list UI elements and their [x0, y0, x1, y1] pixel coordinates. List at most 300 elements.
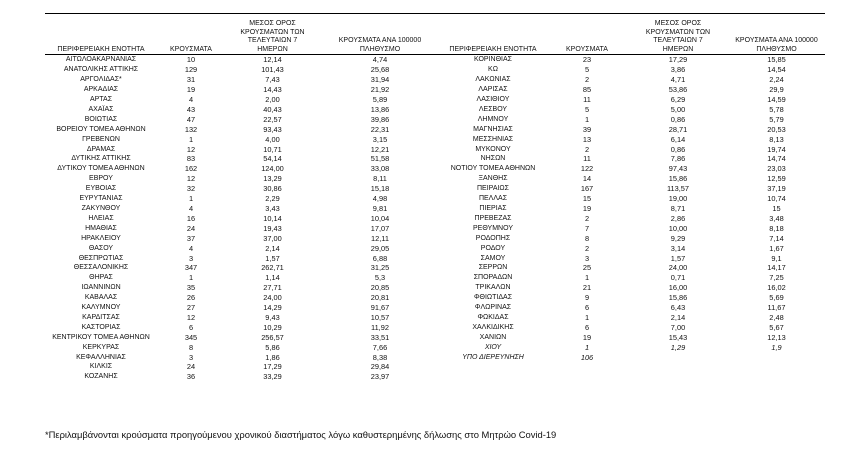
cell-per100k: 4,98	[372, 194, 388, 204]
header-region: ΠΕΡΙΦΕΡΕΙΑΚΗ ΕΝΟΤΗΤΑ	[440, 20, 546, 55]
cell-region: ΣΠΟΡΑΔΩΝ	[473, 274, 513, 282]
cell-region: ΑΙΤΩΛΟΑΚΑΡΝΑΝΙΑΣ	[65, 56, 137, 64]
cell-avg7: 113,57	[666, 184, 690, 194]
cell-avg7: 7,43	[265, 75, 280, 85]
cell-avg7: 1,57	[670, 253, 686, 263]
cell-avg7: 27,71	[263, 283, 282, 293]
cell-avg7: 15,43	[668, 332, 688, 342]
table-row	[45, 55, 440, 65]
cell-avg7	[628, 353, 728, 363]
cell-cases: 1	[188, 134, 194, 144]
cell-per100k: 29,9	[769, 85, 784, 95]
table-body-right	[440, 55, 825, 363]
cell-region: ΛΕΣΒΟΥ	[478, 105, 508, 113]
table-row	[45, 95, 440, 105]
cell-per100k	[728, 353, 825, 363]
cell-cases: 39	[582, 124, 592, 134]
cell-avg7: 30,86	[263, 184, 282, 194]
cell-cases: 1	[188, 194, 194, 204]
cell-avg7: 9,43	[265, 312, 280, 322]
cell-avg7: 14,43	[263, 85, 282, 95]
cell-per100k: 12,13	[767, 332, 786, 342]
cell-per100k: 5,89	[372, 95, 388, 104]
cell-cases: 19	[186, 85, 196, 95]
cell-cases: 1	[188, 273, 194, 283]
cell-region: ΗΛΕΙΑΣ	[88, 214, 114, 222]
cell-cases: 122	[580, 164, 594, 174]
cell-avg7: 24,00	[668, 263, 688, 273]
cell-avg7: 40,43	[263, 104, 282, 114]
cell-per100k: 15,18	[370, 184, 390, 194]
cell-region: ΚΟΖΑΝΗΣ	[84, 373, 118, 381]
cell-avg7: 3,43	[265, 203, 280, 213]
cell-cases: 2	[584, 243, 590, 253]
cell-region: ΔΥΤΙΚΗΣ ΑΤΤΙΚΗΣ	[71, 155, 131, 163]
table-row	[45, 333, 440, 343]
cell-cases: 21	[582, 283, 592, 293]
table-row	[440, 293, 825, 303]
cell-cases: 6	[584, 322, 590, 332]
cell-region: ΔΥΤΙΚΟΥ ΤΟΜΕΑ ΑΘΗΝΩΝ	[57, 165, 145, 173]
cell-cases: 1	[584, 273, 590, 283]
cell-region: ΛΑΡΙΣΑΣ	[478, 86, 508, 94]
cell-region: ΓΡΕΒΕΝΩΝ	[82, 135, 120, 143]
cell-per100k: 29,84	[370, 362, 390, 372]
cell-per100k: 33,08	[370, 164, 390, 174]
cell-region: ΧΑΝΙΩΝ	[479, 333, 507, 341]
cell-avg7: 4,71	[670, 75, 686, 85]
table-row	[45, 85, 440, 95]
cell-avg7: 8,71	[670, 203, 686, 213]
cell-region: ΕΒΡΟΥ	[89, 175, 113, 183]
header-cases: ΚΡΟΥΣΜΑΤΑ	[157, 20, 225, 55]
cell-region: ΡΕΘΥΜΝΟΥ	[472, 224, 513, 232]
cell-region: ΖΑΚΥΝΘΟΥ	[81, 204, 121, 212]
table-row	[45, 184, 440, 194]
cell-cases: 16	[186, 213, 196, 223]
cell-cases: 14	[582, 174, 592, 184]
header-per100k	[320, 20, 440, 55]
table-row	[440, 115, 825, 125]
cell-region: ΚΑΡΔΙΤΣΑΣ	[82, 313, 120, 321]
cell-region: ΑΡΓΟΛΙΔΑΣ*	[80, 76, 122, 84]
cell-cases: 85	[582, 85, 592, 95]
cell-per100k: 21,92	[370, 85, 390, 95]
cell-per100k: 37,19	[767, 184, 786, 194]
cell-per100k: 39,86	[370, 114, 390, 124]
cell-region: ΔΡΑΜΑΣ	[86, 145, 116, 153]
cell-region: ΗΡΑΚΛΕΙΟΥ	[81, 234, 121, 242]
cell-per100k: 12,11	[371, 233, 389, 243]
cell-avg7: 54,14	[263, 154, 282, 164]
cell-per100k: 22,31	[370, 124, 390, 134]
table-row	[45, 234, 440, 244]
cell-per100k: 7,25	[769, 273, 784, 283]
table-row	[45, 174, 440, 184]
cell-cases: 19	[582, 332, 592, 342]
cell-per100k: 10,04	[370, 213, 390, 223]
cell-per100k: 9,81	[372, 203, 388, 213]
footnote: *Περιλαμβάνονται κρούσματα προηγούμενου χρονικού διαστήματος λόγω καθυστερημένης δήλωσης στο Μητρώο Covid-19	[45, 429, 557, 440]
cell-region: ΑΧΑΪΑΣ	[88, 105, 114, 113]
cell-avg7: 22,57	[263, 114, 282, 124]
cell-cases: 167	[580, 184, 594, 194]
cases-table-left	[45, 20, 440, 382]
cell-avg7: 1,29	[670, 342, 686, 352]
cell-region: ΚΙΛΚΙΣ	[89, 363, 113, 371]
table-row	[440, 353, 825, 363]
cell-avg7: 24,00	[263, 293, 282, 303]
cell-per100k: 51,58	[370, 154, 390, 164]
cell-cases: 2	[584, 75, 590, 85]
table-row	[45, 75, 440, 85]
cell-avg7: 10,29	[263, 322, 282, 332]
cell-cases: 12	[186, 312, 196, 322]
cell-cases: 1	[584, 114, 590, 124]
cell-per100k: 1,9	[771, 342, 782, 352]
table-row	[440, 85, 825, 95]
cell-region: ΛΗΜΝΟΥ	[477, 115, 509, 123]
table-row	[45, 115, 440, 125]
cell-cases: 35	[186, 283, 196, 293]
cell-region: ΞΑΝΘΗΣ	[478, 175, 508, 183]
cell-avg7: 6,29	[670, 95, 686, 104]
cell-avg7: 53,86	[668, 85, 688, 95]
cell-avg7: 97,43	[668, 164, 688, 174]
cell-cases: 106	[580, 352, 594, 362]
cell-per100k: 5,79	[769, 114, 784, 124]
cell-region: ΘΕΣΠΡΩΤΙΑΣ	[78, 254, 124, 262]
header-per100k	[728, 20, 825, 55]
cell-avg7: 262,71	[261, 263, 284, 273]
cell-per100k: 14,74	[767, 154, 786, 164]
cell-cases: 8	[584, 233, 590, 243]
cell-per100k: 8,38	[372, 352, 388, 362]
table-row	[440, 75, 825, 85]
cell-cases: 25	[582, 263, 592, 273]
cell-cases: 9	[584, 293, 590, 303]
header-avg7-label: ΜΕΣΟΣ ΟΡΟΣ ΚΡΟΥΣΜΑΤΩΝ ΤΩΝ ΤΕΛΕΥΤΑΙΩΝ 7 ΗΜΕΡΩΝ	[645, 20, 711, 53]
cell-avg7: 1,57	[265, 253, 280, 263]
table-row	[45, 323, 440, 333]
cell-region: ΧΑΛΚΙΔΙΚΗΣ	[472, 323, 514, 331]
cell-cases: 4	[188, 203, 194, 213]
cell-region: ΒΟΙΩΤΙΑΣ	[84, 115, 118, 123]
cell-region: ΑΝΑΤΟΛΙΚΗΣ ΑΤΤΙΚΗΣ	[63, 66, 139, 74]
cell-avg7: 1,14	[265, 273, 280, 283]
cell-per100k: 8,13	[769, 134, 784, 144]
cell-avg7: 9,29	[670, 233, 686, 243]
cell-region: ΚΕΝΤΡΙΚΟΥ ΤΟΜΕΑ ΑΘΗΝΩΝ	[52, 333, 150, 341]
cases-table-right	[440, 20, 825, 362]
cell-per100k: 20,85	[370, 283, 390, 293]
table-row	[440, 263, 825, 273]
cell-per100k: 5,3	[374, 273, 386, 283]
cell-region: ΑΡΤΑΣ	[89, 96, 113, 103]
cell-region: ΗΜΑΘΙΑΣ	[85, 224, 117, 232]
table-row	[440, 333, 825, 343]
cell-region: ΘΕΣΣΑΛΟΝΙΚΗΣ	[73, 264, 129, 272]
cell-per100k: 23,03	[767, 164, 786, 174]
cell-cases: 11	[583, 95, 591, 104]
table-row	[45, 135, 440, 145]
cell-cases: 7	[584, 223, 590, 233]
cell-per100k: 5,67	[769, 322, 784, 332]
cell-per100k: 11,92	[371, 322, 389, 332]
cell-region: ΜΕΣΣΗΝΙΑΣ	[472, 135, 514, 143]
cell-cases: 19	[582, 203, 592, 213]
cell-region: ΝΗΣΩΝ	[480, 155, 506, 163]
cell-cases: 23	[582, 55, 592, 65]
cell-avg7: 37,00	[263, 233, 282, 243]
cell-avg7: 2,00	[265, 95, 280, 104]
cell-region: ΚΟΡΙΝΘΙΑΣ	[474, 56, 512, 64]
cell-avg7: 2,86	[670, 213, 686, 223]
table-row	[440, 313, 825, 323]
cell-per100k: 8,18	[769, 223, 784, 233]
cell-per100k: 10,74	[767, 194, 786, 204]
cell-per100k: 19,74	[767, 144, 786, 154]
table-body-left	[45, 55, 440, 382]
cell-avg7: 10,14	[263, 213, 282, 223]
table-row	[45, 214, 440, 224]
cell-region: ΕΥΒΟΙΑΣ	[85, 185, 117, 193]
cell-region: ΜΑΓΝΗΣΙΑΣ	[473, 125, 513, 133]
cell-region: ΘΗΡΑΣ	[89, 274, 113, 282]
table-header-row	[440, 20, 825, 55]
table-row	[45, 293, 440, 303]
cell-avg7: 6,14	[670, 134, 686, 144]
cell-per100k: 6,88	[372, 253, 388, 263]
cell-per100k: 9,1	[771, 253, 782, 263]
cell-per100k: 10,57	[370, 312, 390, 322]
header-avg7-label: ΜΕΣΟΣ ΟΡΟΣ ΚΡΟΥΣΜΑΤΩΝ ΤΩΝ ΤΕΛΕΥΤΑΙΩΝ 7 ΗΜΕΡΩΝ	[240, 20, 305, 53]
table-row	[45, 204, 440, 214]
header-per100k-label: ΚΡΟΥΣΜΑΤΑ ΑΝΑ 100000 ΠΛΗΘΥΣΜΟ	[338, 37, 422, 53]
table-row	[45, 145, 440, 155]
cell-avg7: 10,71	[263, 144, 282, 154]
cell-cases: 43	[186, 104, 196, 114]
table-row	[45, 105, 440, 115]
cell-avg7: 2,29	[265, 194, 280, 204]
cell-avg7: 3,86	[670, 65, 686, 75]
table-row	[45, 313, 440, 323]
cell-cases: 345	[184, 332, 198, 342]
cell-region: ΑΡΚΑΔΙΑΣ	[83, 86, 119, 94]
cell-region: ΦΩΚΙΔΑΣ	[477, 313, 509, 321]
cell-per100k: 7,14	[769, 233, 784, 243]
cell-avg7: 124,00	[261, 164, 284, 174]
cell-region: ΛΑΣΙΘΙΟΥ	[476, 96, 510, 103]
cell-cases: 2	[584, 144, 590, 154]
table-row	[440, 214, 825, 224]
cell-cases: 37	[186, 233, 196, 243]
cell-avg7: 7,00	[670, 322, 686, 332]
cell-cases: 15	[582, 194, 592, 204]
table-row	[440, 224, 825, 234]
cell-per100k: 23,97	[370, 372, 390, 382]
cell-cases: 8	[188, 342, 194, 352]
table-row	[45, 273, 440, 283]
table-row	[440, 164, 825, 174]
cell-per100k: 16,02	[767, 283, 786, 293]
cell-per100k: 33,51	[370, 332, 390, 342]
cell-cases: 5	[584, 104, 590, 114]
table-row	[45, 362, 440, 372]
cell-cases: 5	[584, 65, 590, 75]
cell-per100k: 15	[772, 203, 781, 213]
header-avg7	[628, 20, 728, 55]
table-row	[440, 303, 825, 313]
table-row	[440, 95, 825, 105]
cell-per100k: 5,78	[769, 104, 784, 114]
cell-region: ΙΩΑΝΝΙΝΩΝ	[81, 284, 121, 292]
cell-cases: 27	[186, 303, 196, 313]
cell-per100k: 4,74	[372, 55, 388, 65]
cell-region: ΣΑΜΟΥ	[480, 254, 506, 262]
table-row	[440, 343, 825, 353]
cell-per100k: 14,59	[767, 95, 786, 104]
cell-per100k: 2,24	[769, 75, 784, 85]
table-header-row	[45, 20, 440, 55]
cell-per100k: 29,05	[370, 243, 390, 253]
cell-cases: 2	[584, 213, 590, 223]
table-row	[440, 145, 825, 155]
table-row	[45, 303, 440, 313]
table-row	[45, 194, 440, 204]
cell-region: ΒΟΡΕΙΟΥ ΤΟΜΕΑ ΑΘΗΝΩΝ	[56, 125, 146, 133]
cell-avg7: 3,14	[670, 243, 686, 253]
cell-region: ΤΡΙΚΑΛΩΝ	[475, 284, 511, 292]
cell-avg7: 17,29	[263, 362, 282, 372]
cell-region: ΥΠΟ ΔΙΕΡΕΥΝΗΣΗ	[462, 353, 524, 361]
header-avg7	[225, 20, 320, 55]
cell-cases: 83	[186, 154, 196, 164]
table-row	[45, 154, 440, 164]
cell-per100k: 14,17	[767, 263, 786, 273]
cell-region: ΚΕΦΑΛΛΗΝΙΑΣ	[76, 353, 126, 361]
cell-avg7: 0,71	[670, 273, 686, 283]
cell-per100k: 25,68	[370, 65, 390, 75]
cell-region: ΚΑΒΑΛΑΣ	[84, 294, 118, 302]
cell-avg7: 93,43	[263, 124, 282, 134]
cell-cases: 4	[188, 243, 194, 253]
table-row	[440, 194, 825, 204]
header-per100k-label: ΚΡΟΥΣΜΑΤΑ ΑΝΑ 100000 ΠΛΗΘΥΣΜΟ	[735, 37, 818, 53]
cell-per100k: 91,67	[370, 303, 390, 313]
cell-cases: 24	[186, 362, 196, 372]
table-row	[45, 343, 440, 353]
cell-region: ΦΘΙΩΤΙΔΑΣ	[473, 294, 513, 302]
cell-cases: 32	[186, 184, 196, 194]
table-row	[45, 372, 440, 382]
cell-cases: 3	[584, 253, 590, 263]
cell-cases: 12	[186, 144, 196, 154]
table-row	[440, 283, 825, 293]
cell-avg7: 101,43	[261, 65, 284, 75]
cell-cases: 3	[188, 352, 194, 362]
cell-region: ΝΟΤΙΟΥ ΤΟΜΕΑ ΑΘΗΝΩΝ	[450, 165, 536, 173]
cell-cases: 347	[184, 263, 198, 273]
cell-region: ΡΟΔΟΥ	[480, 244, 506, 252]
cell-avg7: 0,86	[670, 114, 686, 124]
table-row	[440, 65, 825, 75]
cell-avg7: 2,14	[670, 312, 686, 322]
cell-cases: 4	[188, 95, 194, 104]
cell-region: ΦΛΩΡΙΝΑΣ	[474, 304, 512, 312]
table-row	[45, 164, 440, 174]
cell-avg7: 19,43	[263, 223, 282, 233]
cell-region: ΜΥΚΟΝΟΥ	[475, 145, 511, 153]
cell-region: ΚΕΡΚΥΡΑΣ	[82, 343, 120, 351]
table-row	[440, 184, 825, 194]
cell-region: ΧΙΟΥ	[484, 343, 502, 351]
cell-per100k: 17,07	[370, 223, 390, 233]
cell-cases: 11	[583, 154, 591, 164]
cell-avg7: 28,71	[668, 124, 688, 134]
cell-avg7: 5,00	[670, 104, 686, 114]
cell-avg7: 2,14	[265, 243, 280, 253]
cell-avg7: 6,43	[670, 303, 686, 313]
table-row	[440, 174, 825, 184]
table-row	[440, 234, 825, 244]
cell-region: ΠΕΛΛΑΣ	[478, 195, 508, 203]
cell-region: ΠΙΕΡΙΑΣ	[479, 204, 507, 212]
table-row	[440, 135, 825, 145]
top-rule	[45, 13, 825, 14]
table-row	[440, 55, 825, 65]
cell-avg7: 15,86	[668, 293, 688, 303]
cell-cases: 13	[582, 134, 592, 144]
cell-cases: 1	[584, 342, 590, 352]
cell-avg7: 4,00	[265, 134, 280, 144]
cell-region: ΡΟΔΟΠΗΣ	[475, 234, 511, 242]
cell-avg7: 0,86	[670, 144, 686, 154]
cell-region: ΠΕΙΡΑΙΩΣ	[477, 185, 509, 193]
cell-avg7: 10,00	[668, 223, 688, 233]
cell-avg7: 13,29	[263, 174, 282, 184]
table-row	[440, 244, 825, 254]
table-row	[440, 204, 825, 214]
cell-per100k: 2,48	[769, 312, 784, 322]
cell-per100k: 7,66	[372, 342, 388, 352]
table-row	[45, 244, 440, 254]
cell-cases: 6	[584, 303, 590, 313]
cell-avg7: 33,29	[263, 372, 282, 382]
cell-region: ΘΑΣΟΥ	[88, 244, 114, 252]
table-row	[440, 273, 825, 283]
cell-per100k: 31,25	[370, 263, 390, 273]
cell-avg7: 15,86	[668, 174, 688, 184]
cell-avg7: 19,00	[668, 194, 688, 204]
cell-cases: 162	[184, 164, 198, 174]
header-cases: ΚΡΟΥΣΜΑΤΑ	[546, 20, 628, 55]
cell-region: ΠΡΕΒΕΖΑΣ	[474, 214, 512, 222]
cell-cases: 6	[188, 322, 194, 332]
cell-per100k: 20,53	[767, 124, 786, 134]
cell-cases: 47	[186, 114, 196, 124]
table-row	[45, 224, 440, 234]
cell-avg7: 16,00	[668, 283, 688, 293]
cell-per100k: 14,54	[767, 65, 786, 75]
table-row	[45, 65, 440, 75]
cell-per100k: 12,21	[370, 144, 390, 154]
cell-cases: 132	[184, 124, 198, 134]
table-row	[45, 283, 440, 293]
table-row	[440, 154, 825, 164]
table-row	[440, 125, 825, 135]
table-row	[440, 254, 825, 264]
